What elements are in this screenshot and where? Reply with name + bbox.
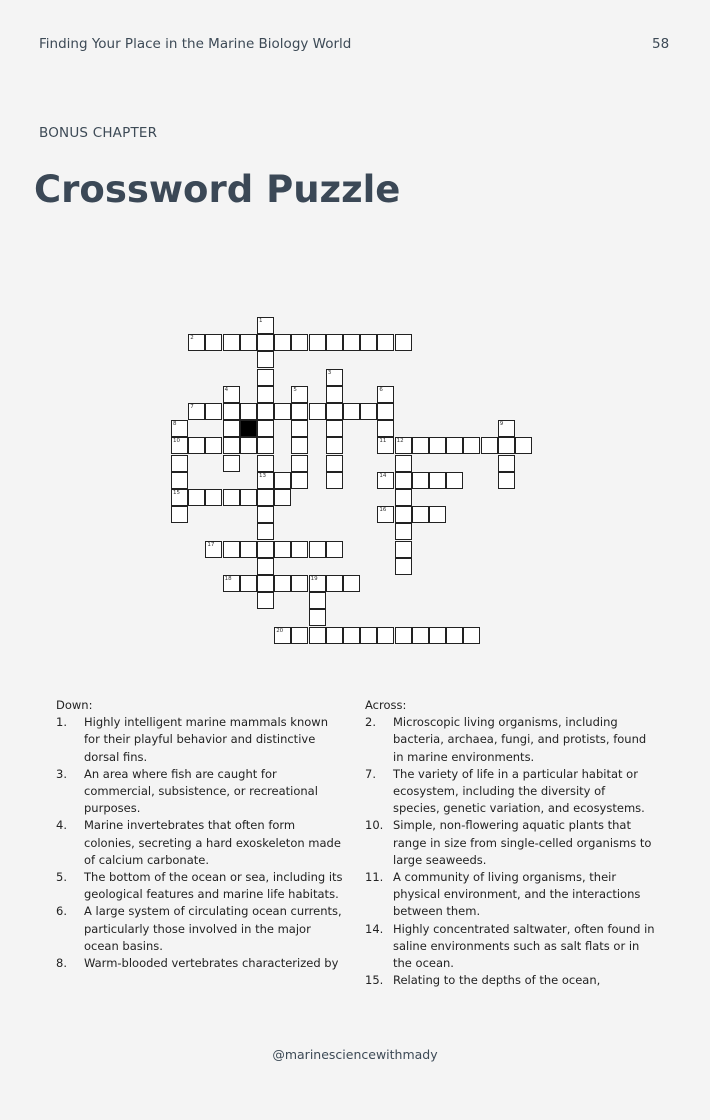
crossword-cell[interactable] <box>240 541 257 558</box>
crossword-cell[interactable] <box>446 437 463 454</box>
crossword-cell[interactable] <box>498 472 515 489</box>
crossword-cell[interactable] <box>326 472 343 489</box>
clue-text: An area where fish are caught for commercial, subsistence, or recreational purposes. <box>84 766 318 816</box>
crossword-cell[interactable] <box>188 403 205 420</box>
clue-number: 5. <box>56 870 67 885</box>
clue-number-label: 12 <box>396 438 404 445</box>
clue-number-label: 16 <box>379 507 387 514</box>
crossword-cell[interactable] <box>274 334 291 351</box>
clue-item <box>365 921 655 973</box>
crossword-cell[interactable] <box>326 334 343 351</box>
clue-item <box>56 903 346 955</box>
crossword-cell[interactable] <box>291 334 308 351</box>
crossword-cell[interactable] <box>377 334 394 351</box>
crossword-cell[interactable] <box>463 627 480 644</box>
crossword-cell[interactable] <box>240 437 257 454</box>
crossword-cell[interactable] <box>257 558 274 575</box>
crossword-cell[interactable] <box>498 420 515 437</box>
crossword-cell[interactable] <box>257 592 274 609</box>
crossword-cell[interactable] <box>171 506 188 523</box>
crossword-cell[interactable] <box>326 369 343 386</box>
crossword-cell[interactable] <box>257 506 274 523</box>
crossword-cell[interactable] <box>360 334 377 351</box>
clue-item <box>56 869 346 903</box>
crossword-cell[interactable] <box>223 403 240 420</box>
crossword-cell[interactable] <box>274 575 291 592</box>
crossword-cell[interactable] <box>326 386 343 403</box>
crossword-cell[interactable] <box>395 627 412 644</box>
clue-item <box>365 714 655 766</box>
clue-text: Marine invertebrates that often form colonies, secreting a hard exoskeleton made of calcium carbonate. <box>84 818 341 867</box>
clue-number-label: 18 <box>224 576 232 582</box>
crossword-cell[interactable] <box>377 403 394 420</box>
crossword-cell[interactable] <box>395 489 412 506</box>
crossword-cell[interactable] <box>498 437 515 454</box>
clue-item <box>365 817 655 869</box>
crossword-cell[interactable] <box>360 627 377 644</box>
crossword-cell[interactable] <box>240 489 257 506</box>
crossword-cell[interactable] <box>377 627 394 644</box>
crossword-cell[interactable] <box>291 386 308 403</box>
clue-number: 10. <box>365 818 384 833</box>
crossword-cell[interactable] <box>395 455 412 472</box>
clue-text: Highly concentrated saltwater, often found in saline environments such as salt flats or in the ocean. <box>393 921 655 971</box>
crossword-cell[interactable] <box>291 541 308 558</box>
crossword-cell[interactable] <box>326 575 343 592</box>
crossword-cell[interactable] <box>326 437 343 454</box>
crossword-cell[interactable] <box>257 541 274 558</box>
clue-number-label: 14 <box>379 472 387 479</box>
across-clue-list <box>365 714 655 989</box>
crossword-cell[interactable] <box>205 541 222 558</box>
clue-text: The bottom of the ocean or sea, including its geological features and marine life habitats. <box>84 870 343 902</box>
crossword-cell[interactable] <box>205 403 222 420</box>
clue-text: Simple, non-flowering aquatic plants that range in size from single-celled organisms to large seaweeds. <box>393 818 652 867</box>
crossword-cell[interactable] <box>429 437 446 454</box>
crossword-cell[interactable] <box>188 334 205 351</box>
down-clues <box>56 697 346 972</box>
crossword-cell[interactable] <box>223 541 240 558</box>
crossword-cell[interactable] <box>377 420 394 437</box>
clue-text: Highly intelligent marine mammals known for their playful behavior and distinctive dorsal fins. <box>84 715 328 764</box>
crossword-cell[interactable] <box>446 627 463 644</box>
crossword-cell[interactable] <box>343 627 360 644</box>
crossword-cell[interactable] <box>343 334 360 351</box>
clue-number: 6. <box>56 904 67 919</box>
crossword-cell[interactable] <box>240 334 257 351</box>
crossword-cell[interactable] <box>223 386 240 403</box>
crossword-cell[interactable] <box>291 420 308 437</box>
clue-number: 8. <box>56 956 67 971</box>
crossword-cell[interactable] <box>188 437 205 454</box>
crossword-cell[interactable] <box>223 575 240 592</box>
clue-number: 1. <box>56 715 67 730</box>
crossword-cell[interactable] <box>171 437 188 454</box>
clue-number-label: 6 <box>379 386 383 393</box>
crossword-cell[interactable] <box>429 472 446 489</box>
crossword-cell[interactable] <box>395 558 412 575</box>
crossword-cell[interactable] <box>412 627 429 644</box>
clue-item <box>56 714 346 766</box>
crossword-cell[interactable] <box>463 437 480 454</box>
clue-number: 14. <box>365 921 384 936</box>
crossword-cell[interactable] <box>291 627 308 644</box>
crossword-cell[interactable] <box>291 403 308 420</box>
crossword-cell[interactable] <box>257 334 274 351</box>
crossword-cell[interactable] <box>498 455 515 472</box>
crossword-cell[interactable] <box>240 575 257 592</box>
clue-number-label: 1 <box>259 318 263 324</box>
crossword-cell[interactable] <box>223 437 240 454</box>
crossword-cell[interactable] <box>481 437 498 454</box>
crossword-cell[interactable] <box>309 575 326 592</box>
clue-number: 3. <box>56 766 67 781</box>
clue-item <box>56 817 346 869</box>
clue-number: 4. <box>56 818 67 833</box>
page-number: 58 <box>652 36 670 52</box>
crossword-cell[interactable] <box>291 575 308 592</box>
clue-number-label: 7 <box>190 404 194 410</box>
clue-number-label: 2 <box>190 335 194 342</box>
crossword-cell[interactable] <box>291 472 308 489</box>
crossword-cell[interactable] <box>257 317 274 334</box>
clue-number-label: 9 <box>499 421 504 428</box>
clue-number-label: 17 <box>207 541 215 548</box>
clue-number-label: 3 <box>327 369 332 376</box>
crossword-cell[interactable] <box>429 506 446 523</box>
section-label: BONUS CHAPTER <box>39 125 158 141</box>
crossword-cell[interactable] <box>171 472 188 489</box>
crossword-cell[interactable] <box>274 403 291 420</box>
crossword-cell[interactable] <box>395 334 412 351</box>
crossword-cell[interactable] <box>326 403 343 420</box>
clue-number-label: 15 <box>173 490 180 496</box>
clue-item <box>56 766 346 818</box>
crossword-cell[interactable] <box>395 506 412 523</box>
crossword-cell[interactable] <box>395 523 412 540</box>
clue-number-label: 8 <box>173 421 177 428</box>
crossword-cell[interactable] <box>309 541 326 558</box>
clue-number-label: 10 <box>173 438 180 445</box>
clue-text: Warm-blooded vertebrates characterized by <box>84 956 339 971</box>
clue-item <box>365 869 655 921</box>
crossword-cell[interactable] <box>274 541 291 558</box>
clue-text: Microscopic living organisms, including bacteria, archaea, fungi, and protists, found in marine environments. <box>393 715 647 764</box>
clue-number-label: 19 <box>310 576 318 582</box>
crossword-cell[interactable] <box>257 369 274 386</box>
crossword-cell[interactable] <box>257 403 274 420</box>
down-heading: Down: <box>56 698 93 712</box>
crossword-cell[interactable] <box>412 506 429 523</box>
crossword-cell[interactable] <box>395 437 412 454</box>
crossword-cell[interactable] <box>291 455 308 472</box>
crossword-cell[interactable] <box>377 386 394 403</box>
crossword-cell[interactable] <box>429 627 446 644</box>
crossword-cell[interactable] <box>412 437 429 454</box>
crossword-cell[interactable] <box>377 437 394 454</box>
across-clues <box>365 697 655 989</box>
crossword-cell[interactable] <box>377 506 394 523</box>
clue-text: Relating to the depths of the ocean, <box>393 973 601 988</box>
crossword-cell[interactable] <box>343 403 360 420</box>
crossword-cell[interactable] <box>223 420 240 437</box>
crossword-cell[interactable] <box>257 575 274 592</box>
clue-text: A large system of circulating ocean currents, particularly those involved in the major ocean basins. <box>84 904 342 953</box>
crossword-cell[interactable] <box>326 541 343 558</box>
crossword-cell[interactable] <box>360 403 377 420</box>
crossword-cell[interactable] <box>205 437 222 454</box>
crossword-cell[interactable] <box>257 472 274 489</box>
crossword-cell[interactable] <box>309 592 326 609</box>
crossword-cell[interactable] <box>309 334 326 351</box>
clue-text: The variety of life in a particular habitat or ecosystem, including the diversity of species, genetic variation, and ecosystems. <box>393 766 645 816</box>
crossword-cell[interactable] <box>395 541 412 558</box>
crossword-cell[interactable] <box>377 472 394 489</box>
crossword-cell[interactable] <box>274 489 291 506</box>
clue-item <box>365 972 655 989</box>
crossword-cell[interactable] <box>343 575 360 592</box>
crossword-cell[interactable] <box>274 627 291 644</box>
crossword-cell[interactable] <box>205 489 222 506</box>
clue-number: 15. <box>365 973 384 988</box>
crossword-cell[interactable] <box>257 455 274 472</box>
crossword-cell[interactable] <box>257 351 274 368</box>
crossword-cell[interactable] <box>223 455 240 472</box>
clue-text: A community of living organisms, their physical environment, and the interactions between them. <box>393 870 641 919</box>
clue-number: 7. <box>365 766 376 781</box>
across-heading: Across: <box>365 698 407 712</box>
crossword-cell[interactable] <box>446 472 463 489</box>
header-title: Finding Your Place in the Marine Biology World <box>39 36 352 52</box>
crossword-cell[interactable] <box>412 472 429 489</box>
clue-item <box>56 955 346 972</box>
clue-number-label: 20 <box>276 627 284 634</box>
clue-number: 2. <box>365 715 376 730</box>
crossword-cell[interactable] <box>171 420 188 437</box>
clue-number-label: 11 <box>379 438 387 445</box>
crossword-cell[interactable] <box>515 437 532 454</box>
clue-item <box>365 766 655 818</box>
crossword-black-cell <box>240 420 257 437</box>
crossword-cell[interactable] <box>309 609 326 626</box>
clue-number-label: 13 <box>259 472 266 479</box>
crossword-cell[interactable] <box>326 627 343 644</box>
crossword-cell[interactable] <box>274 472 291 489</box>
crossword-cell[interactable] <box>257 437 274 454</box>
page-title: Crossword Puzzle <box>34 168 401 211</box>
crossword-cell[interactable] <box>395 472 412 489</box>
crossword-cell[interactable] <box>257 523 274 540</box>
clue-number: 11. <box>365 870 384 885</box>
crossword-cell[interactable] <box>240 403 257 420</box>
crossword-cell[interactable] <box>171 455 188 472</box>
crossword-cell[interactable] <box>223 489 240 506</box>
crossword-cell[interactable] <box>257 489 274 506</box>
crossword-cell[interactable] <box>257 386 274 403</box>
crossword-cell[interactable] <box>309 403 326 420</box>
crossword-cell[interactable] <box>188 489 205 506</box>
crossword-cell[interactable] <box>309 627 326 644</box>
clue-number-label: 4 <box>224 386 229 393</box>
crossword-cell[interactable] <box>205 334 222 351</box>
crossword-cell[interactable] <box>291 437 308 454</box>
clue-number-label: 5 <box>293 386 297 393</box>
crossword-cell[interactable] <box>257 420 274 437</box>
footer-handle: @marinesciencewithmady <box>272 1047 438 1062</box>
crossword-cell[interactable] <box>223 334 240 351</box>
crossword-cell[interactable] <box>326 455 343 472</box>
crossword-cell[interactable] <box>171 489 188 506</box>
down-clue-list <box>56 714 346 972</box>
crossword-cell[interactable] <box>326 420 343 437</box>
